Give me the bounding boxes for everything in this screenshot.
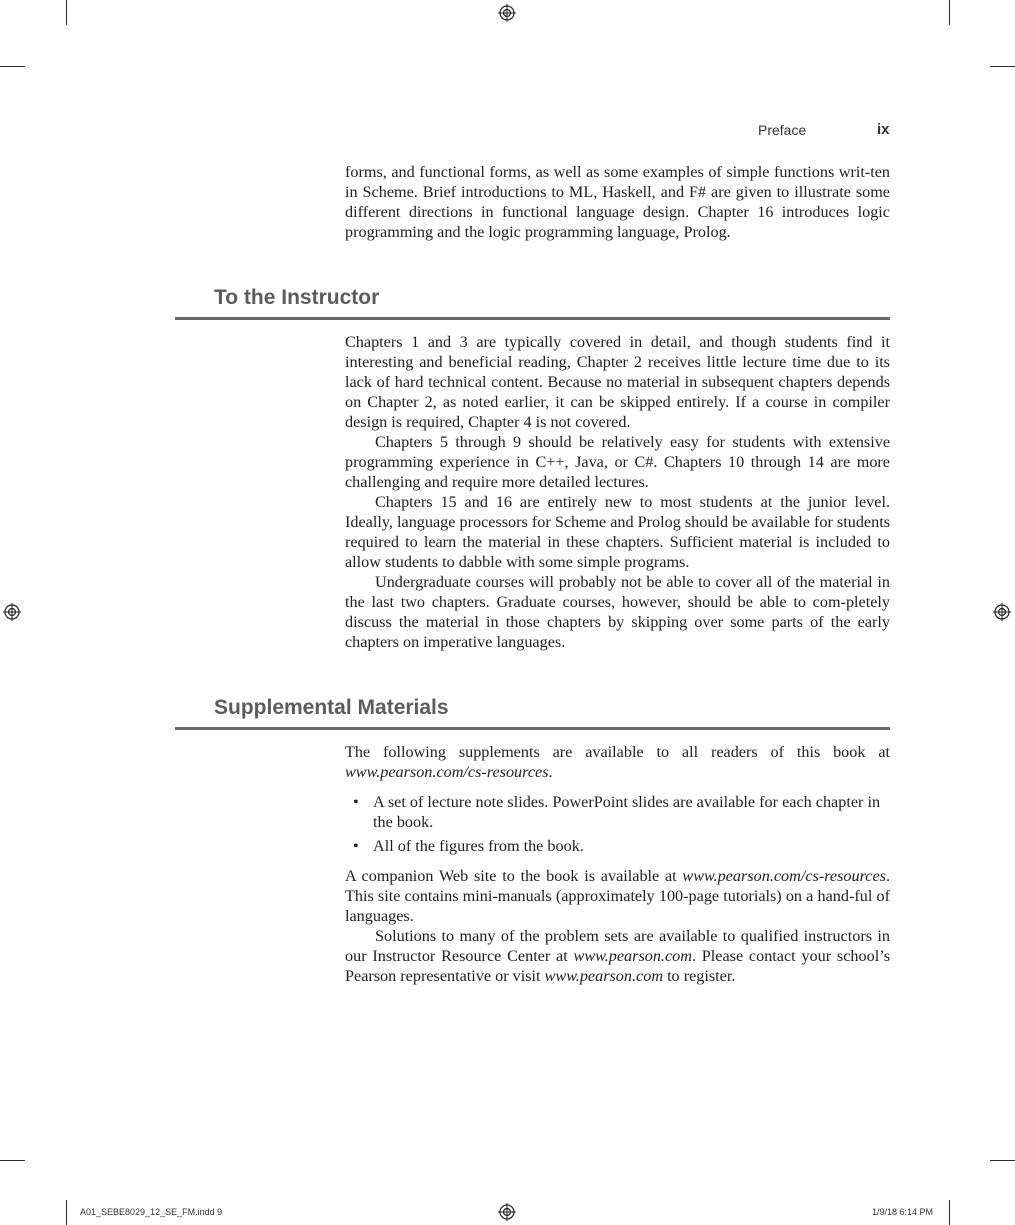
bullet-icon: • [353,837,359,855]
list-item: • All of the figures from the book. [353,837,584,855]
companion-paragraph: A companion Web site to the book is available at www.pearson.com/cs-resources. This site contains mini-manuals (approximately 100-page tutorials) on a hand-ful of languages. [345,867,890,925]
crop-mark [0,1160,25,1161]
instructor-body [345,332,890,652]
intro-text: forms, and functional forms, as well as some examples of simple functions writ-ten in Scheme. Brief introductions to ML, Haskell, and F# are given to illustrate some different directions in functional language design. Chapter 16 introduces logic programming and the logic programming language, Prolog. [345,163,890,241]
supplements-body [345,742,890,986]
registration-mark-icon [3,603,21,621]
section-rule [175,727,890,730]
url-link: www.pearson.com/cs-resources [682,867,886,885]
instructor-paragraph: Chapters 15 and 16 are entirely new to most students at the junior level. Ideally, language processors for Scheme and Prolog should be available for students required to learn the material in these chapters. Sufficient material is included to allow students to dabble with some simple programs. [345,493,890,571]
crop-mark [0,66,25,67]
page-number: ix [877,121,890,138]
slug-filename: A01_SEBE8029_12_SE_FM.indd 9 [80,1207,223,1217]
slug-date: 1/9/18 6:14 PM [872,1207,934,1217]
bullet-icon: • [353,793,359,811]
crop-mark [949,0,950,25]
crop-mark [990,66,1015,67]
intro-paragraph [345,162,890,242]
url-link: www.pearson.com [573,947,692,965]
section-heading-instructor: To the Instructor [214,286,380,309]
section-rule [175,317,890,320]
instructor-paragraph: Undergraduate courses will probably not be able to cover all of the material in the last two chapters. Graduate courses, however, should be able to com-pletely discuss the material in those chapters by skipping over some parts of the early chapters on imperative languages. [345,573,890,651]
registration-mark-icon [498,4,516,22]
list-item: • A set of lecture note slides. PowerPoint slides are available for each chapter in the book. [353,793,881,831]
section-heading-supplements: Supplemental Materials [214,696,449,719]
crop-mark [949,1200,950,1225]
solutions-paragraph: Solutions to many of the problem sets are available to qualified instructors in our Instructor Resource Center at www.pearson.com. Please contact your school’s Pearson representative or visit www.pearson.com to register. [345,927,890,985]
supplements-list [345,792,890,856]
registration-mark-icon [993,603,1011,621]
running-head: Preface [758,122,807,138]
instructor-paragraph: Chapters 1 and 3 are typically covered in detail, and though students find it interesting and beneficial reading, Chapter 2 receives little lecture time due to its lack of hard technical content. Because no material in subsequent chapters depends on Chapter 2, as noted earlier, it can be skipped entirely. If a course in compiler design is required, Chapter 4 is not covered. [345,333,890,431]
registration-mark-icon [498,1203,516,1221]
supplements-lead: The following supplements are available to all readers of this book at www.pearson.com/cs-resources. [345,743,890,781]
instructor-paragraph: Chapters 5 through 9 should be relatively easy for students with extensive programming experience in C++, Java, or C#. Chapters 10 through 14 are more challenging and require more detailed lectures. [345,433,890,491]
url-link: www.pearson.com/cs-resources [345,763,549,781]
crop-mark [66,1200,67,1225]
crop-mark [66,0,67,25]
crop-mark [990,1160,1015,1161]
url-link: www.pearson.com [544,967,664,985]
